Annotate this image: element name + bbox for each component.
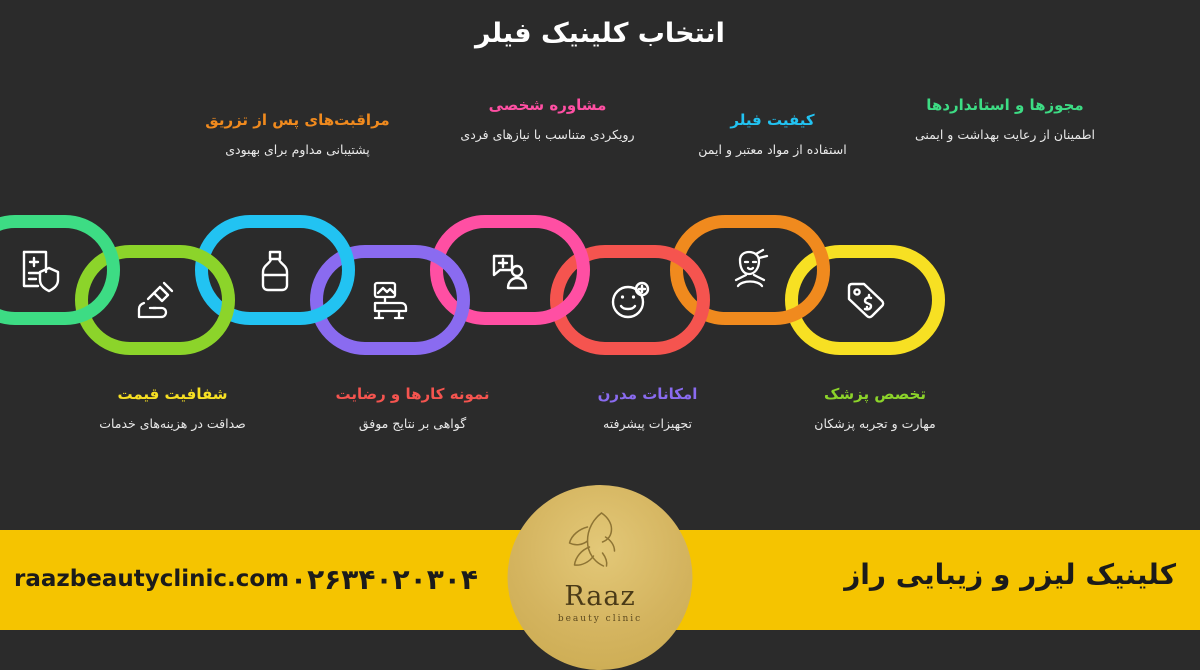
feature-desc: رویکردی متناسب با نیازهای فردی bbox=[460, 126, 635, 142]
feature-desc: صداقت در هزینه‌های خدمات bbox=[99, 415, 246, 431]
feature-label-personal-consult bbox=[440, 96, 655, 144]
medical-shield-icon bbox=[0, 228, 107, 312]
feature-desc: تجهیزات پیشرفته bbox=[603, 415, 692, 431]
feature-label-portfolio-satisfaction bbox=[305, 385, 520, 433]
feature-desc: مهارت و تجربه پزشکان bbox=[814, 415, 936, 431]
page-title: انتخاب کلینیک فیلر bbox=[475, 18, 725, 49]
phone-number: ۰۲۶۳۴۰۲۰۳۰۴ bbox=[290, 563, 478, 596]
butterfly-face-icon bbox=[561, 507, 639, 585]
feature-desc: اطمینان از رعایت بهداشت و ایمنی bbox=[914, 126, 1096, 142]
feature-desc: استفاده از مواد معتبر و ایمن bbox=[698, 141, 847, 157]
feature-label-modern-facilities bbox=[540, 385, 755, 433]
website-url[interactable]: raazbeautyclinic.com bbox=[14, 566, 290, 592]
feature-title: شفافیت قیمت bbox=[117, 385, 228, 403]
chain-links-graphic bbox=[0, 205, 1200, 355]
feature-label-licenses bbox=[890, 96, 1120, 144]
feature-title: کیفیت فیلر bbox=[730, 111, 815, 129]
feature-desc: گواهی بر نتایج موفق bbox=[358, 415, 467, 431]
feature-title: امکانات مدرن bbox=[597, 385, 698, 403]
feature-title: نمونه کارها و رضایت bbox=[335, 385, 490, 403]
logo-tagline: beauty clinic bbox=[557, 614, 643, 624]
feature-title: تخصص پزشک bbox=[824, 385, 926, 403]
feature-title: مشاوره شخصی bbox=[488, 96, 607, 114]
feature-title: مراقبت‌های پس از تزریق bbox=[205, 111, 390, 129]
feature-label-price-transparency bbox=[60, 385, 285, 433]
feature-label-filler-quality bbox=[665, 111, 880, 159]
feature-title: مجوزها و استانداردها bbox=[926, 96, 1084, 114]
brand-logo bbox=[508, 485, 693, 670]
feature-label-aftercare bbox=[185, 111, 410, 159]
logo-wordmark: Raaz bbox=[564, 581, 636, 612]
clinic-name: کلینیک لیزر و زیبایی راز bbox=[844, 558, 1176, 591]
feature-label-doctor-expertise bbox=[765, 385, 985, 433]
feature-desc: پشتیبانی مداوم برای بهبودی bbox=[225, 141, 370, 157]
chain-link-licenses bbox=[0, 215, 120, 325]
